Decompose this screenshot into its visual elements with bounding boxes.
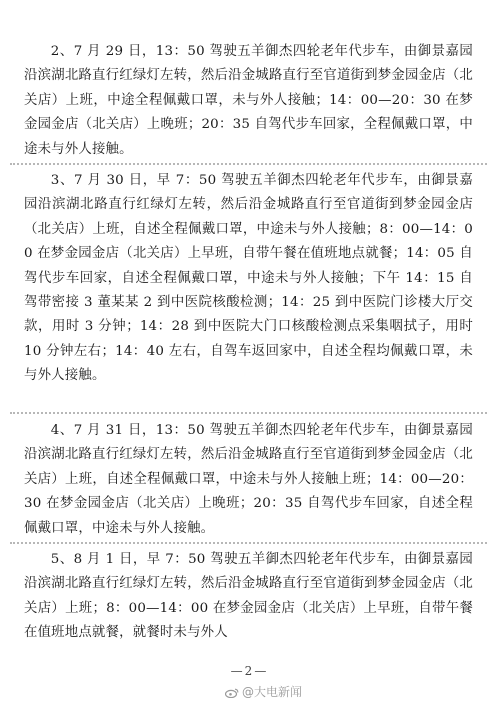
weibo-logo-icon [225,688,239,698]
paragraph-divider [10,412,487,414]
paragraph-5: 5、8 月 1 日，早 7：50 驾驶五羊御杰四轮老年代步车，由御景嘉园沿滨湖北路直行红绿灯左转，然后沿金城路直行至官道街到梦金园金店（北关店）上班；8：00—14：00 在梦金园金店（北关店）上早班，自带午餐在值班地点就餐，就餐时未与外人 [24,552,473,641]
paragraph-divider [10,163,487,165]
body-text [24,40,473,646]
paragraph-4: 4、7 月 31 日，13：50 驾驶五羊御杰四轮老年代步车，由御景嘉园沿滨湖北路直行红绿灯左转，然后沿金城路直行至官道街到梦金园金店（北关店）上班，自述全程佩戴口罩，中途未与外人接触上班；14：00—20：30 在梦金园金店（北关店）上晚班；20：35 自驾代步车回家，自述全程佩戴口罩，中途未与外人接触。 [24,423,473,536]
paragraph-3: 3、7 月 30 日，早 7：50 驾驶五羊御杰四轮老年代步车，由御景嘉园沿滨湖北路直行红绿灯左转，然后沿金城路直行至官道街到梦金园金店（北关店）上班，自述全程佩戴口罩，中途未与外人接触；8：00—14：00 在梦金园金店（北关店）上早班，自带午餐在值班地点就餐；14：05 自驾代步车回家，自述全程佩戴口罩，中途未与外人接触；下午 14：15 自驾带密接 3 董某某 2 到中医院核酸检测；14：25 到中医院门诊楼大厅交款，用时 3 分钟；14：28 到中医院大门口核酸检测点采集咽拭子，用时 10 分钟左右；14：40 左右，自驾车返回家中，自述全程均佩戴口罩，未与外人接触。 [24,173,473,384]
paragraph-divider [10,542,487,544]
page-number-dash-left: — [230,664,243,678]
page-number [0,664,497,678]
watermark [225,683,302,700]
watermark-text: @大电新闻 [242,685,303,699]
page-number-dash-right: — [254,664,267,678]
paragraph-2: 2、7 月 29 日，13：50 驾驶五羊御杰四轮老年代步车，由御景嘉园沿滨湖北路直行红绿灯左转，然后沿金城路直行至官道街到梦金园金店（北关店）上班，中途全程佩戴口罩，未与外人接触；14：00—20：30 在梦金园金店（北关店）上晚班；20：35 自驾代步车回家，全程佩戴口罩，中途未与外人接触。 [24,44,473,157]
page-number-value: 2 [244,664,253,678]
